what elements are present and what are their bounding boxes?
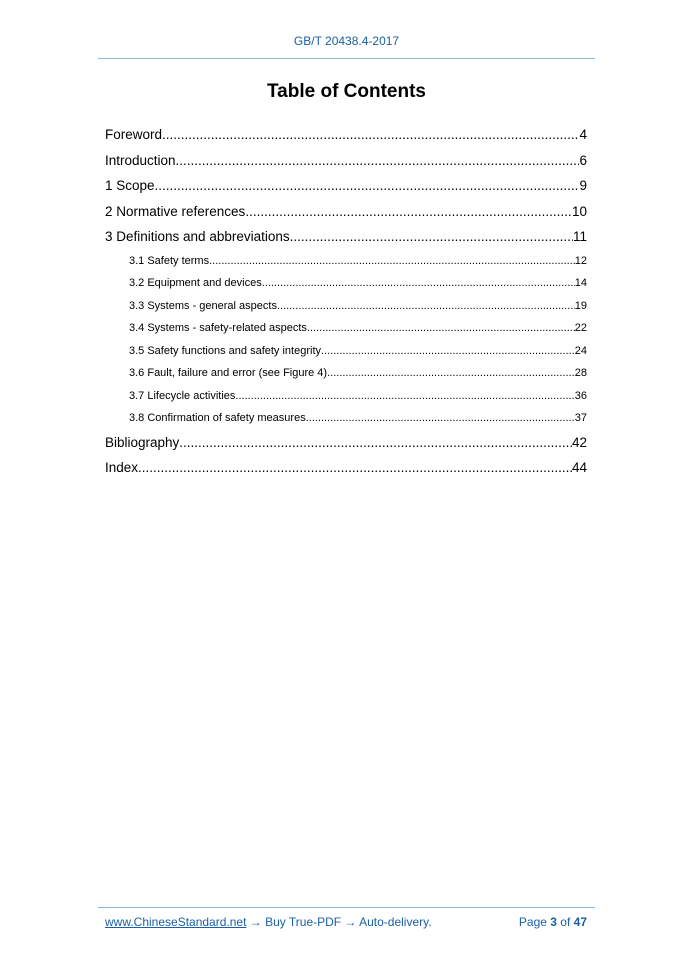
toc-dot-leader — [179, 430, 572, 456]
toc-page-number: 36 — [574, 389, 587, 402]
toc-page-number: 11 — [572, 229, 587, 244]
toc-entry-fault-failure-error[interactable] — [105, 362, 587, 385]
toc-entry-label: Foreword — [105, 127, 163, 142]
toc-dot-leader — [235, 385, 574, 408]
footer-divider — [98, 907, 595, 908]
toc-dot-leader — [176, 148, 580, 174]
footer-tagline: → Buy True-PDF → Auto-delivery. — [246, 915, 432, 929]
toc-entry-label: 3.8 Confirmation of safety measures — [129, 412, 306, 424]
toc-dot-leader — [209, 250, 575, 273]
toc-dot-leader — [162, 122, 579, 148]
toc-page-number: 42 — [571, 434, 587, 450]
toc-entry-label: 3.4 Systems - safety-related aspects — [129, 322, 307, 334]
toc-page-number: 6 — [579, 152, 587, 168]
toc-page-number: 28 — [574, 367, 587, 379]
toc-entry-label: Index — [105, 460, 139, 475]
toc-page-number: 44 — [571, 460, 587, 475]
toc-entry-label: 1 Scope — [105, 178, 155, 193]
page-of: of — [556, 915, 574, 929]
table-of-contents — [105, 122, 587, 481]
toc-dot-leader — [155, 173, 580, 199]
footer-promo — [105, 915, 432, 929]
toc-entry-bibliography[interactable] — [105, 430, 587, 456]
toc-entry-label: 3.5 Safety functions and safety integrity — [129, 344, 322, 357]
toc-entry-label: 3.2 Equipment and devices — [129, 277, 262, 289]
toc-entry-index[interactable] — [105, 455, 587, 481]
toc-entry-systems-safety[interactable] — [105, 317, 587, 340]
toc-dot-leader — [321, 340, 575, 363]
header-divider — [98, 58, 595, 59]
toc-dot-leader — [306, 407, 575, 430]
toc-dot-leader — [327, 362, 575, 385]
toc-entry-label: Introduction — [105, 152, 176, 168]
toc-entry-label: 3.3 Systems - general aspects — [129, 299, 277, 312]
toc-entry-introduction[interactable] — [105, 148, 587, 174]
toc-page-number: 9 — [579, 178, 587, 193]
toc-entry-label: 3.1 Safety terms — [129, 254, 210, 267]
toc-entry-label: 2 Normative references — [105, 203, 246, 219]
toc-dot-leader — [290, 224, 573, 250]
page-prefix: Page — [518, 915, 551, 929]
toc-entry-label: 3.6 Fault, failure and error (see Figure 4) — [129, 367, 328, 379]
page-footer — [105, 915, 587, 929]
toc-page-number: 19 — [574, 299, 587, 312]
toc-dot-leader — [138, 455, 572, 481]
toc-entry-label: 3.7 Lifecycle activities — [129, 389, 236, 402]
toc-page-number: 24 — [574, 344, 587, 357]
toc-entry-label: Bibliography — [105, 434, 180, 450]
page-indicator — [519, 915, 587, 929]
toc-entry-safety-functions[interactable] — [105, 340, 587, 363]
page-current: 3 — [550, 915, 557, 929]
toc-entry-normative-references[interactable] — [105, 199, 587, 225]
toc-dot-leader — [277, 295, 575, 318]
toc-page-number: 12 — [574, 254, 587, 267]
toc-entry-confirmation[interactable] — [105, 407, 587, 430]
toc-page-number: 10 — [571, 203, 587, 219]
toc-dot-leader — [307, 317, 575, 340]
toc-entry-lifecycle[interactable] — [105, 385, 587, 408]
toc-entry-systems-general[interactable] — [105, 295, 587, 318]
website-link[interactable]: www.ChineseStandard.net — [105, 915, 247, 929]
toc-page-number: 37 — [574, 412, 587, 424]
toc-page-number: 22 — [574, 322, 587, 334]
toc-dot-leader — [245, 199, 572, 225]
toc-entry-foreword[interactable] — [105, 122, 587, 148]
toc-dot-leader — [262, 272, 575, 295]
toc-page-number: 4 — [579, 127, 587, 142]
toc-entry-safety-terms[interactable] — [105, 250, 587, 273]
toc-entry-label: 3 Definitions and abbreviations — [105, 229, 290, 244]
page-title: Table of Contents — [266, 81, 427, 102]
running-header: GB/T 20438.4-2017 — [293, 34, 400, 48]
page-total: 47 — [573, 915, 587, 929]
toc-entry-scope[interactable] — [105, 173, 587, 199]
toc-entry-equipment-devices[interactable] — [105, 272, 587, 295]
toc-entry-definitions[interactable] — [105, 224, 587, 250]
toc-page-number: 14 — [574, 277, 587, 289]
